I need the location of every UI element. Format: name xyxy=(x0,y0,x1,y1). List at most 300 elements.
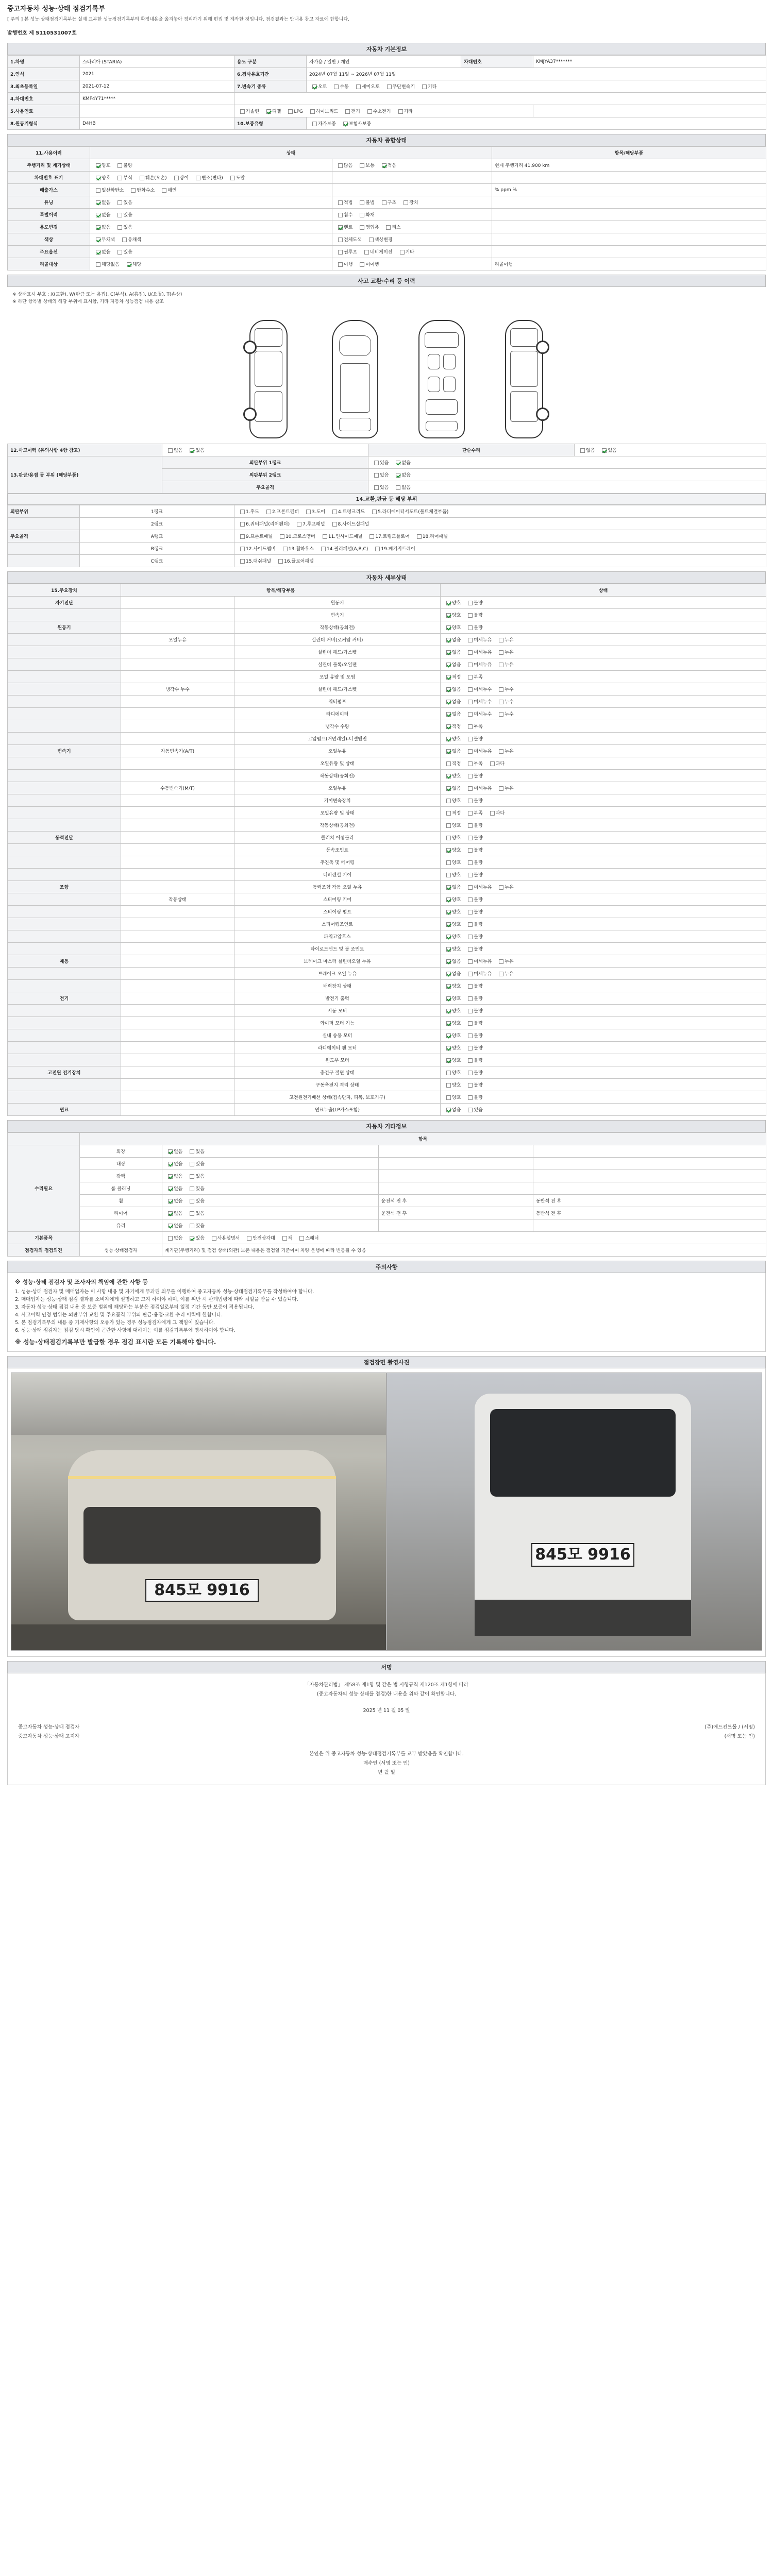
checkbox-icon[interactable] xyxy=(369,238,374,242)
checkbox-icon[interactable] xyxy=(446,811,451,816)
checkbox-icon[interactable] xyxy=(490,761,495,766)
checkbox-icon[interactable] xyxy=(117,225,122,230)
transmission-option[interactable] xyxy=(384,83,415,90)
state-option[interactable] xyxy=(114,174,132,181)
detail-option[interactable] xyxy=(465,636,492,643)
detail-option[interactable] xyxy=(465,797,482,804)
checkbox-icon[interactable] xyxy=(323,534,327,539)
checkbox-icon[interactable] xyxy=(372,510,377,514)
checkbox-icon[interactable] xyxy=(468,848,473,853)
simple-option[interactable] xyxy=(599,447,616,453)
other-option[interactable] xyxy=(165,1185,182,1192)
checkbox-icon[interactable] xyxy=(468,613,473,618)
rank-item-option[interactable] xyxy=(280,545,314,552)
state-option[interactable] xyxy=(114,224,132,230)
checkbox-icon[interactable] xyxy=(468,1083,473,1088)
detail-option[interactable] xyxy=(443,785,461,791)
detail-option[interactable] xyxy=(443,908,461,915)
checkbox-icon[interactable] xyxy=(212,1236,216,1241)
other-option[interactable] xyxy=(187,1210,204,1216)
checkbox-icon[interactable] xyxy=(168,1199,173,1204)
warranty-option[interactable] xyxy=(340,120,371,127)
detail-option[interactable] xyxy=(443,945,461,952)
checkbox-icon[interactable] xyxy=(446,712,451,717)
checkbox-icon[interactable] xyxy=(499,700,503,704)
checkbox-icon[interactable] xyxy=(288,109,293,114)
checkbox-icon[interactable] xyxy=(321,547,326,551)
rank-item-option[interactable] xyxy=(414,533,448,539)
detail-option[interactable] xyxy=(443,871,461,878)
checkbox-icon[interactable] xyxy=(468,786,473,791)
checkbox-icon[interactable] xyxy=(468,910,473,914)
detail-option[interactable] xyxy=(443,958,461,964)
checkbox-icon[interactable] xyxy=(338,262,343,267)
checkbox-icon[interactable] xyxy=(117,200,122,205)
checkbox-icon[interactable] xyxy=(375,547,380,551)
checkbox-icon[interactable] xyxy=(468,1058,473,1063)
checkbox-icon[interactable] xyxy=(468,650,473,655)
detail-option[interactable] xyxy=(443,748,461,754)
checkbox-icon[interactable] xyxy=(338,250,343,255)
detail-option[interactable] xyxy=(465,1106,482,1113)
other-option[interactable] xyxy=(187,1173,204,1179)
detail-option[interactable] xyxy=(465,1057,482,1063)
detail-option[interactable] xyxy=(465,760,482,767)
checkbox-icon[interactable] xyxy=(446,885,451,890)
checkbox-icon[interactable] xyxy=(468,700,473,704)
state-option[interactable] xyxy=(93,211,110,218)
detail-option[interactable] xyxy=(465,624,482,631)
detail-option[interactable] xyxy=(443,1032,461,1039)
detail-option[interactable] xyxy=(443,995,461,1002)
detail-option[interactable] xyxy=(465,649,492,655)
other-option[interactable] xyxy=(165,1197,182,1204)
checkbox-icon[interactable] xyxy=(468,836,473,840)
detail-option[interactable] xyxy=(443,970,461,977)
checkbox-icon[interactable] xyxy=(190,1149,194,1154)
rank-item-option[interactable] xyxy=(329,508,365,515)
rank-item-option[interactable] xyxy=(366,533,409,539)
checkbox-icon[interactable] xyxy=(446,761,451,766)
detail-option[interactable] xyxy=(465,834,482,841)
rank-item-option[interactable] xyxy=(303,508,325,515)
checkbox-icon[interactable] xyxy=(117,213,122,217)
state-option[interactable] xyxy=(93,162,110,168)
checkbox-icon[interactable] xyxy=(446,724,451,729)
checkbox-icon[interactable] xyxy=(490,811,495,816)
checkbox-icon[interactable] xyxy=(446,601,451,605)
checkbox-icon[interactable] xyxy=(190,1211,194,1216)
checkbox-icon[interactable] xyxy=(499,959,503,964)
checkbox-icon[interactable] xyxy=(396,461,400,465)
checkbox-icon[interactable] xyxy=(468,897,473,902)
simple-option[interactable] xyxy=(577,447,595,453)
detail-option[interactable] xyxy=(443,698,461,705)
state-option[interactable] xyxy=(159,187,176,193)
basic-item-option[interactable] xyxy=(165,1234,182,1241)
checkbox-icon[interactable] xyxy=(343,122,348,126)
checkbox-icon[interactable] xyxy=(446,922,451,927)
detail-option[interactable] xyxy=(465,698,492,705)
checkbox-icon[interactable] xyxy=(468,761,473,766)
checkbox-icon[interactable] xyxy=(499,687,503,692)
fuel-option[interactable] xyxy=(395,108,413,114)
checkbox-icon[interactable] xyxy=(338,200,343,205)
checkbox-icon[interactable] xyxy=(266,109,271,114)
transmission-option[interactable] xyxy=(331,83,348,90)
state-option[interactable] xyxy=(119,236,141,243)
checkbox-icon[interactable] xyxy=(446,663,451,667)
checkbox-icon[interactable] xyxy=(446,650,451,655)
detail-option[interactable] xyxy=(496,698,513,705)
checkbox-icon[interactable] xyxy=(446,848,451,853)
detail-option[interactable] xyxy=(443,649,461,655)
detail-option[interactable] xyxy=(443,1081,461,1088)
checkbox-icon[interactable] xyxy=(230,176,235,180)
detail-option[interactable] xyxy=(465,945,482,952)
other-option[interactable] xyxy=(187,1197,204,1204)
checkbox-icon[interactable] xyxy=(446,625,451,630)
detail-option[interactable] xyxy=(496,649,513,655)
checkbox-icon[interactable] xyxy=(468,1071,473,1075)
state2-option[interactable] xyxy=(357,211,374,218)
detail-option[interactable] xyxy=(465,859,482,866)
detail-option[interactable] xyxy=(443,686,461,692)
checkbox-icon[interactable] xyxy=(332,510,337,514)
checkbox-icon[interactable] xyxy=(240,559,245,564)
detail-option[interactable] xyxy=(443,797,461,804)
state-option[interactable] xyxy=(128,187,155,193)
checkbox-icon[interactable] xyxy=(96,176,100,180)
checkbox-icon[interactable] xyxy=(499,712,503,717)
state2-option[interactable] xyxy=(335,236,362,243)
detail-option[interactable] xyxy=(465,1007,482,1014)
checkbox-icon[interactable] xyxy=(190,1199,194,1204)
checkbox-icon[interactable] xyxy=(168,448,173,453)
checkbox-icon[interactable] xyxy=(168,1174,173,1179)
detail-option[interactable] xyxy=(496,686,513,692)
checkbox-icon[interactable] xyxy=(446,799,451,803)
transmission-option[interactable] xyxy=(419,83,436,90)
history-option[interactable] xyxy=(187,447,204,453)
detail-option[interactable] xyxy=(443,933,461,940)
checkbox-icon[interactable] xyxy=(356,84,361,89)
rank-option[interactable] xyxy=(371,459,389,466)
state2-option[interactable] xyxy=(357,224,379,230)
detail-option[interactable] xyxy=(465,921,482,927)
detail-option[interactable] xyxy=(496,710,513,717)
state-option[interactable] xyxy=(114,199,132,206)
state2-option[interactable] xyxy=(357,261,379,267)
state-option[interactable] xyxy=(93,261,120,267)
state-option[interactable] xyxy=(114,162,132,168)
checkbox-icon[interactable] xyxy=(382,200,386,205)
checkbox-icon[interactable] xyxy=(446,638,451,642)
checkbox-icon[interactable] xyxy=(499,749,503,754)
checkbox-icon[interactable] xyxy=(446,1033,451,1038)
checkbox-icon[interactable] xyxy=(468,601,473,605)
checkbox-icon[interactable] xyxy=(96,262,100,267)
checkbox-icon[interactable] xyxy=(338,238,343,242)
detail-option[interactable] xyxy=(496,970,513,977)
checkbox-icon[interactable] xyxy=(446,1095,451,1100)
checkbox-icon[interactable] xyxy=(332,522,337,527)
detail-option[interactable] xyxy=(443,1007,461,1014)
rank-item-option[interactable] xyxy=(294,520,325,527)
detail-option[interactable] xyxy=(465,748,492,754)
checkbox-icon[interactable] xyxy=(345,109,350,114)
checkbox-icon[interactable] xyxy=(310,109,315,114)
checkbox-icon[interactable] xyxy=(168,1211,173,1216)
detail-option[interactable] xyxy=(465,970,492,977)
checkbox-icon[interactable] xyxy=(468,1095,473,1100)
detail-option[interactable] xyxy=(443,772,461,779)
checkbox-icon[interactable] xyxy=(400,250,405,255)
state2-option[interactable] xyxy=(335,261,352,267)
checkbox-icon[interactable] xyxy=(364,250,369,255)
checkbox-icon[interactable] xyxy=(240,510,245,514)
checkbox-icon[interactable] xyxy=(580,448,585,453)
detail-option[interactable] xyxy=(443,846,461,853)
checkbox-icon[interactable] xyxy=(468,1108,473,1112)
detail-option[interactable] xyxy=(465,710,492,717)
state2-option[interactable] xyxy=(397,248,414,255)
checkbox-icon[interactable] xyxy=(446,1071,451,1075)
state-option[interactable] xyxy=(93,187,124,193)
fuel-option[interactable] xyxy=(307,108,338,114)
checkbox-icon[interactable] xyxy=(446,897,451,902)
checkbox-icon[interactable] xyxy=(162,188,166,193)
checkbox-icon[interactable] xyxy=(468,1033,473,1038)
state2-option[interactable] xyxy=(335,248,357,255)
checkbox-icon[interactable] xyxy=(312,84,317,89)
state2-option[interactable] xyxy=(361,248,392,255)
basic-item-option[interactable] xyxy=(296,1234,318,1241)
checkbox-icon[interactable] xyxy=(499,885,503,890)
checkbox-icon[interactable] xyxy=(468,799,473,803)
checkbox-icon[interactable] xyxy=(468,972,473,976)
detail-option[interactable] xyxy=(465,982,482,989)
checkbox-icon[interactable] xyxy=(446,774,451,778)
state-option[interactable] xyxy=(193,174,223,181)
detail-option[interactable] xyxy=(465,686,492,692)
fuel-option[interactable] xyxy=(263,108,281,114)
detail-option[interactable] xyxy=(443,1044,461,1051)
checkbox-icon[interactable] xyxy=(282,1236,287,1241)
checkbox-icon[interactable] xyxy=(374,485,379,490)
state2-option[interactable] xyxy=(335,199,352,206)
checkbox-icon[interactable] xyxy=(396,485,400,490)
checkbox-icon[interactable] xyxy=(446,749,451,754)
checkbox-icon[interactable] xyxy=(499,650,503,655)
checkbox-icon[interactable] xyxy=(140,176,144,180)
detail-option[interactable] xyxy=(443,661,461,668)
detail-option[interactable] xyxy=(443,809,461,816)
detail-option[interactable] xyxy=(443,673,461,680)
rank-option[interactable] xyxy=(393,471,410,478)
checkbox-icon[interactable] xyxy=(468,1046,473,1050)
detail-option[interactable] xyxy=(465,846,482,853)
rank-option[interactable] xyxy=(371,484,389,490)
checkbox-icon[interactable] xyxy=(127,262,131,267)
checkbox-icon[interactable] xyxy=(398,109,403,114)
other-option[interactable] xyxy=(187,1160,204,1167)
detail-option[interactable] xyxy=(465,908,482,915)
warranty-option[interactable] xyxy=(309,120,336,127)
basic-item-option[interactable] xyxy=(244,1234,275,1241)
detail-option[interactable] xyxy=(465,995,482,1002)
checkbox-icon[interactable] xyxy=(468,687,473,692)
rank-option[interactable] xyxy=(371,471,389,478)
checkbox-icon[interactable] xyxy=(360,262,364,267)
checkbox-icon[interactable] xyxy=(446,1009,451,1013)
checkbox-icon[interactable] xyxy=(446,996,451,1001)
checkbox-icon[interactable] xyxy=(468,638,473,642)
checkbox-icon[interactable] xyxy=(468,663,473,667)
state-option[interactable] xyxy=(114,211,132,218)
checkbox-icon[interactable] xyxy=(168,1187,173,1191)
checkbox-icon[interactable] xyxy=(117,163,122,168)
checkbox-icon[interactable] xyxy=(446,1108,451,1112)
other-option[interactable] xyxy=(187,1222,204,1229)
detail-option[interactable] xyxy=(465,822,482,828)
detail-option[interactable] xyxy=(465,735,482,742)
state2-option[interactable] xyxy=(357,162,374,168)
state-option[interactable] xyxy=(137,174,167,181)
detail-option[interactable] xyxy=(443,1094,461,1100)
rank-item-option[interactable] xyxy=(237,508,259,515)
checkbox-icon[interactable] xyxy=(396,473,400,478)
checkbox-icon[interactable] xyxy=(468,996,473,1001)
checkbox-icon[interactable] xyxy=(190,1224,194,1228)
detail-option[interactable] xyxy=(443,921,461,927)
state2-option[interactable] xyxy=(335,211,352,218)
detail-option[interactable] xyxy=(443,822,461,828)
checkbox-icon[interactable] xyxy=(96,188,100,193)
detail-option[interactable] xyxy=(465,1069,482,1076)
checkbox-icon[interactable] xyxy=(446,984,451,989)
fuel-option[interactable] xyxy=(364,108,391,114)
checkbox-icon[interactable] xyxy=(468,1021,473,1026)
detail-option[interactable] xyxy=(465,958,492,964)
basic-item-option[interactable] xyxy=(187,1234,204,1241)
checkbox-icon[interactable] xyxy=(468,1009,473,1013)
checkbox-icon[interactable] xyxy=(446,675,451,680)
checkbox-icon[interactable] xyxy=(240,534,245,539)
fuel-option[interactable] xyxy=(237,108,259,114)
checkbox-icon[interactable] xyxy=(468,984,473,989)
checkbox-icon[interactable] xyxy=(446,1058,451,1063)
checkbox-icon[interactable] xyxy=(360,163,364,168)
detail-option[interactable] xyxy=(443,1069,461,1076)
detail-option[interactable] xyxy=(443,723,461,730)
rank-item-option[interactable] xyxy=(237,520,290,527)
detail-option[interactable] xyxy=(443,834,461,841)
other-option[interactable] xyxy=(187,1185,204,1192)
checkbox-icon[interactable] xyxy=(446,959,451,964)
checkbox-icon[interactable] xyxy=(446,860,451,865)
state2-option[interactable] xyxy=(357,199,374,206)
checkbox-icon[interactable] xyxy=(266,510,271,514)
checkbox-icon[interactable] xyxy=(240,109,245,114)
checkbox-icon[interactable] xyxy=(122,238,127,242)
checkbox-icon[interactable] xyxy=(468,860,473,865)
checkbox-icon[interactable] xyxy=(334,84,339,89)
other-option[interactable] xyxy=(165,1160,182,1167)
checkbox-icon[interactable] xyxy=(280,534,284,539)
checkbox-icon[interactable] xyxy=(499,972,503,976)
checkbox-icon[interactable] xyxy=(468,712,473,717)
checkbox-icon[interactable] xyxy=(417,534,422,539)
detail-option[interactable] xyxy=(465,599,482,606)
checkbox-icon[interactable] xyxy=(190,1236,194,1241)
checkbox-icon[interactable] xyxy=(338,225,343,230)
state2-option[interactable] xyxy=(335,224,352,230)
state-option[interactable] xyxy=(114,248,132,255)
state-option[interactable] xyxy=(93,224,110,230)
checkbox-icon[interactable] xyxy=(446,836,451,840)
checkbox-icon[interactable] xyxy=(117,176,122,180)
state3-option[interactable] xyxy=(379,199,396,206)
checkbox-icon[interactable] xyxy=(360,200,364,205)
state3-option[interactable] xyxy=(400,199,418,206)
detail-option[interactable] xyxy=(443,612,461,618)
checkbox-icon[interactable] xyxy=(168,1149,173,1154)
detail-option[interactable] xyxy=(443,859,461,866)
detail-option[interactable] xyxy=(465,1020,482,1026)
checkbox-icon[interactable] xyxy=(369,534,374,539)
state2-option[interactable] xyxy=(383,224,400,230)
detail-option[interactable] xyxy=(443,884,461,890)
checkbox-icon[interactable] xyxy=(306,510,311,514)
detail-option[interactable] xyxy=(496,661,513,668)
checkbox-icon[interactable] xyxy=(446,910,451,914)
checkbox-icon[interactable] xyxy=(468,947,473,952)
checkbox-icon[interactable] xyxy=(360,225,364,230)
checkbox-icon[interactable] xyxy=(468,959,473,964)
checkbox-icon[interactable] xyxy=(190,1162,194,1166)
checkbox-icon[interactable] xyxy=(468,823,473,828)
checkbox-icon[interactable] xyxy=(446,737,451,741)
state-option[interactable] xyxy=(93,199,110,206)
detail-option[interactable] xyxy=(487,809,505,816)
detail-option[interactable] xyxy=(465,661,492,668)
detail-option[interactable] xyxy=(443,896,461,903)
detail-option[interactable] xyxy=(465,673,482,680)
state2-option[interactable] xyxy=(335,162,352,168)
checkbox-icon[interactable] xyxy=(499,663,503,667)
state2-option[interactable] xyxy=(366,236,393,243)
rank-item-option[interactable] xyxy=(369,508,448,515)
detail-option[interactable] xyxy=(496,748,513,754)
checkbox-icon[interactable] xyxy=(446,1046,451,1050)
other-option[interactable] xyxy=(165,1210,182,1216)
detail-option[interactable] xyxy=(465,896,482,903)
checkbox-icon[interactable] xyxy=(168,1162,173,1166)
detail-option[interactable] xyxy=(443,1057,461,1063)
checkbox-icon[interactable] xyxy=(468,737,473,741)
checkbox-icon[interactable] xyxy=(168,1236,173,1241)
detail-option[interactable] xyxy=(443,636,461,643)
checkbox-icon[interactable] xyxy=(468,922,473,927)
detail-option[interactable] xyxy=(443,710,461,717)
detail-option[interactable] xyxy=(465,933,482,940)
state-option[interactable] xyxy=(93,236,115,243)
state-option[interactable] xyxy=(93,174,110,181)
checkbox-icon[interactable] xyxy=(446,947,451,952)
checkbox-icon[interactable] xyxy=(240,547,245,551)
history-option[interactable] xyxy=(165,447,182,453)
